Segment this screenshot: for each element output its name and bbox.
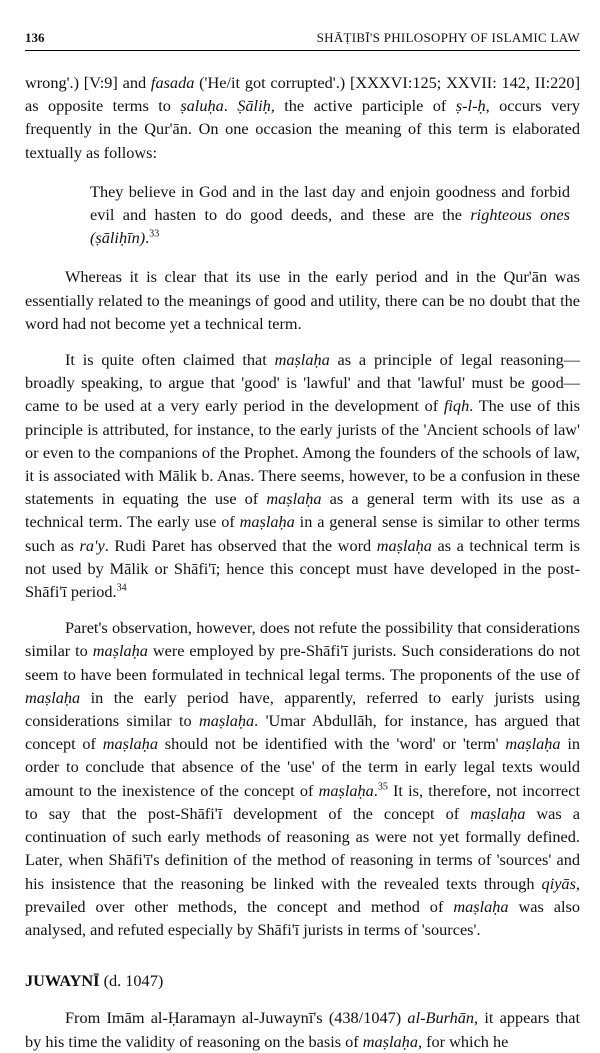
paragraph: From Imām al-Ḥaramayn al-Juwaynī's (438/1047) al-Burhān, it appears that by his time the validity of reasoning on the basis of maṣlaḥa, for which he — [25, 1008, 580, 1051]
section-heading: JUWAYNĪ (d. 1047) — [25, 971, 164, 991]
paragraph: It is quite often claimed that maṣlaḥa as a principle of legal reasoning—broadly speaking, to argue that 'good' is 'lawful' and that 'lawful' must be good—came to be used at a very early period in the development of fiqh. The use of this principle is attributed, for instance, to the early jurists of the 'Ancient schools of law' or even to the companions of the Prophet. Among the founders of the schools of law, it is associated with Mālik b. Anas. There seems, however, to be a confusion in these statements in equating the use of maṣlaḥa as a general term with its use as a technical term. The early use of maṣlaḥa in a general sense is similar to other terms such as ra'y. Rudi Paret has observed that the word maṣlaḥa as a technical term is not used by Mālik or Shāfi'ī; hence this concept must have developed in the post-Shāfi'ī period.$^{34}$ — [25, 350, 581, 602]
footnote-marker: 35 — [377, 781, 388, 793]
running-title: SHĀṬIBĪ'S PHILOSOPHY OF ISLAMIC LAW — [316, 30, 580, 45]
running-head — [25, 30, 580, 51]
paragraph: Whereas it is clear that its use in the early period and in the Qur'ān was essentially related to the meanings of good and utility, there can be no doubt that the word had not become yet a technical term. — [25, 267, 580, 333]
body-text — [25, 71, 580, 1053]
footnote-marker: 33 — [149, 228, 160, 240]
page-number: 136 — [25, 30, 45, 45]
paragraph: Paret's observation, however, does not refute the possibility that considerations similar to maṣlaḥa were employed by pre-Shāfi'ī jurists. Such considerations do not seem to have been formulated in technical legal terms. The proponents of the use of maṣlaḥa in the early period have, apparently, referred to early jurists using considerations similar to maṣlaḥa. 'Umar Abdullāh, for instance, has argued that concept of maṣlaḥa should not be identified with the 'word' or 'term' maṣlaḥa in order to conclude that absence of the 'use' of the term in early legal texts would amount to the inexistence of the concept of maṣlaḥa.$^{35}$ It is, therefore, not incorrect to say that the post-Shāfi'ī development of the concept of maṣlaḥa was a continuation of such early methods of reasoning as were not yet formally defined. Later, when Shāfi'ī's definition of the method of reasoning in terms of 'sources' and his insistence that the reasoning be linked with the revealed texts through qiyās, prevailed over other methods, the concept and method of maṣlaḥa was also analysed, and refuted especially by Shāfi'ī jurists in terms of 'sources'. — [25, 618, 581, 939]
block-quote: They believe in God and in the last day and enjoin goodness and forbid evil and hasten to do good deeds, and these are the righteous ones (ṣāliḥīn).$^{33}$ — [90, 181, 570, 248]
footnote-marker: 34 — [116, 582, 127, 594]
paragraph-continuation: wrong'.) [V:9] and fasada ('He/it got corrupted'.) [XXXVI:125; XXVII: 142, II:220] as opposite terms to ṣaluḥa. Ṣāliḥ, the active participle of ṣ-l-ḥ, occurs very frequently in the Qur'ān. On one occasion the meaning of this term is elaborated textually as follows: — [25, 73, 581, 162]
